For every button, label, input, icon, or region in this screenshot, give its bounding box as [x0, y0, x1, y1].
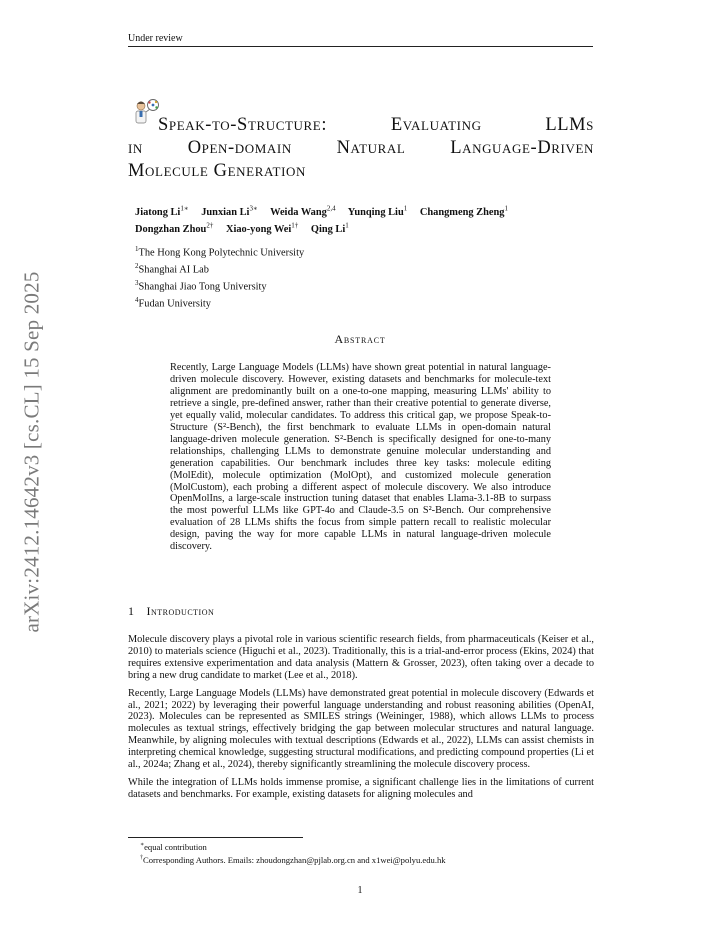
affiliation: $^3$Shanghai Jiao Tong University [135, 278, 267, 293]
page-number: 1 [357, 885, 363, 896]
paragraph: Recently, Large Language Models (LLMs) have demonstrated great potential in molecule discovery (Edwards et al., 2021; 2022) by leveraging their powerful language understanding and robust reasoning abilities (OpenAI, 2023). Molecules can be represented as SMILES strings (Weininger, 1988), which allows LLMs to process molecules as textual strings, effectively bridging the gap between molecular structures and natural language. Meanwhile, by aligning molecules with textual descriptions (Edwards et al., 2022), LLMs can assist chemists in interpreting chemical knowledge, suggesting structural modifications, and predicting compound properties (Li et al., 2024a; Zhang et al., 2024), thereby significantly streamlining the molecule discovery process. [128, 687, 594, 771]
section-heading-introduction [128, 604, 214, 619]
author: Junxian $Li^{3∗}$ [201, 205, 258, 219]
author: Dongzhan Zhou$^{2\dagger}$ [135, 221, 214, 235]
section-title: Introduction [146, 604, 215, 618]
title-line-1: Speak-to-Structure: Evaluating LLMs [158, 115, 594, 135]
scientist-molecule-icon [132, 98, 162, 126]
footnote-divider [128, 837, 303, 838]
footnotes [140, 840, 446, 866]
section-number: 1 [128, 604, 135, 618]
author: Changmeng Zheng$^1$ [419, 205, 508, 219]
affiliation: $^2$Shanghai AI Lab [135, 261, 209, 276]
paragraph: While the integration of LLMs holds immense promise, a significant challenge lies in the limitations of current datasets and benchmarks. For example, existing datasets for aligning molecules and [128, 776, 594, 800]
affiliation-list [135, 243, 304, 311]
paragraph: Molecule discovery plays a pivotal role in various scientific research fields, from pharmaceuticals (Keiser et al., 2010) to materials science (Higuchi et al., 2023). Traditionally, this is a trial-and-error process (Ekins, 2024) that requires extensive experimentation and data analysis (Mattern & Grosser, 2023), often taking over a decade to bring a new drug candidate to market (Lee et al., 2018). [128, 634, 594, 681]
running-header: Under review [128, 33, 593, 47]
author: Jiatong $Li^{1∗}$ [135, 205, 189, 219]
abstract-text: Recently, Large Language Models (LLMs) have shown great potential in natural language-driven molecule discovery. However, existing datasets and benchmarks for molecule-text alignment are predominantly built on a one-to-one mapping, measuring LLMs' ability to retrieve a single, pre-defined answer, rather than their creative potential to generate diverse, yet equally valid, molecular candidates. To address this critical gap, we propose Speak-to-Structure (S²-Bench), the first benchmark to evaluate LLMs in open-domain natural language-driven molecule generation. S²-Bench is specifically designed for one-to-many relationships, challenging LLMs to demonstrate genuine molecular understanding and generation capabilities. Our benchmark includes three key tasks: molecule editing (MolEdit), molecule optimization (MolOpt), and customized molecule generation (MolCustom), each probing a different aspect of molecule discovery. We also introduce OpenMolIns, a large-scale instruction tuning dataset that enables Llama-3.1-8B to surpass the most powerful LLMs like GPT-4o and Claude-3.5 on S²-Bench. Our comprehensive evaluation of 28 LLMs shifts the focus from simple pattern recall to realistic molecular design, paving the way for more capable LLMs in natural language-driven molecule discovery. [170, 362, 551, 553]
introduction-body [128, 634, 594, 807]
paper-title-block [128, 98, 594, 183]
title-line-2: in Open-domain Natural Language-Driven [128, 138, 594, 158]
author-list [135, 203, 595, 236]
author: Qing Li$^1$ [310, 221, 349, 235]
footnote: ∗equal contribution [140, 841, 207, 852]
paper-title [128, 114, 594, 183]
author: Weida Wang$^{2,4}$ [270, 205, 336, 219]
arxiv-identifier[interactable] [10, 262, 54, 642]
author-row-2 [135, 219, 595, 235]
title-line-3: Molecule Generation [128, 161, 306, 181]
affiliation: $^4$Fudan University [135, 295, 211, 310]
author-row-1 [135, 203, 595, 219]
abstract-heading: Abstract [334, 332, 386, 346]
arxiv-identifier-text: arXiv:2412.14642v3 [cs.CL] 15 Sep 2025 [19, 271, 44, 633]
affiliation: $^1$The Hong Kong Polytechnic University [135, 245, 305, 259]
author: Yunqing Liu$^1$ [347, 205, 408, 219]
author: Xiao-yong Wei$^{1\dagger}$ [225, 221, 299, 235]
footnote: †Corresponding Authors. Emails: zhoudongzhan@pjlab.org.cn and x1wei@polyu.edu.hk [140, 854, 446, 865]
